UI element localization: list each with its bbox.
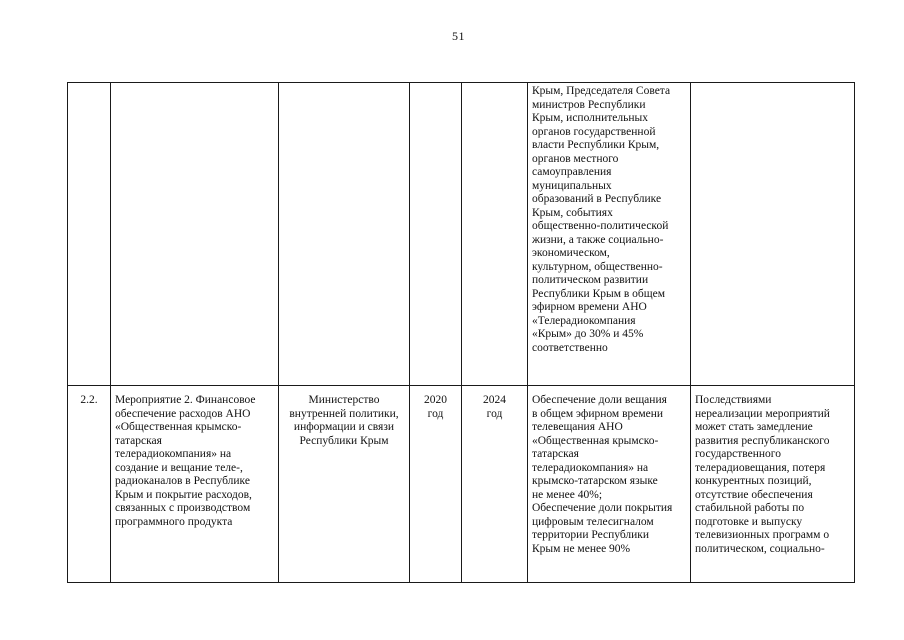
cell-consequences — [691, 83, 855, 386]
cell-number — [68, 83, 111, 386]
page-number: 51 — [452, 29, 465, 43]
cell-start-year: 2020 год — [410, 386, 462, 583]
cell-expected-result: Крым, Председателя Совета министров Республики Крым, исполнительных органов государственной власти Республики Крым, органов местного самоуправления муниципальных образований в Республике Крым, событиях общественно-политической жизни, а также социально- экономическом, культурном, общественно- политическом развитии Республики Крым в общем эфирном времени АНО «Телерадиокомпания «Крым» до 30% и 45% соответственно — [528, 83, 691, 386]
cell-event — [111, 83, 279, 386]
cell-executor: Министерство внутренней политики, информации и связи Республики Крым — [279, 386, 410, 583]
cell-event: Мероприятие 2. Финансовое обеспечение расходов АНО «Общественная крымско- татарская телерадиокомпания» на создание и вещание теле-, радиоканалов в Республике Крым и покрытие расходов, связанных с производством программного продукта — [111, 386, 279, 583]
table-row-2-2 — [68, 386, 855, 583]
cell-end-year — [462, 83, 528, 386]
table-row-continuation — [68, 83, 855, 386]
cell-start-year — [410, 83, 462, 386]
measures-table — [67, 82, 855, 583]
cell-executor — [279, 83, 410, 386]
cell-consequences: Последствиями нереализации мероприятий может стать замедление развития республиканского государственного телерадиовещания, потеря конкурентных позиций, отсутствие обеспечения стабильной работы по подготовке и выпуску телевизионных программ о политическом, социально- — [691, 386, 855, 583]
cell-end-year: 2024 год — [462, 386, 528, 583]
cell-number: 2.2. — [68, 386, 111, 583]
cell-expected-result: Обеспечение доли вещания в общем эфирном времени телевещания АНО «Общественная крымско- татарская телерадиокомпания» на крымско-татарском языке не менее 40%; Обеспечение доли покрытия цифровым телесигналом территории Республики Крым не менее 90% — [528, 386, 691, 583]
